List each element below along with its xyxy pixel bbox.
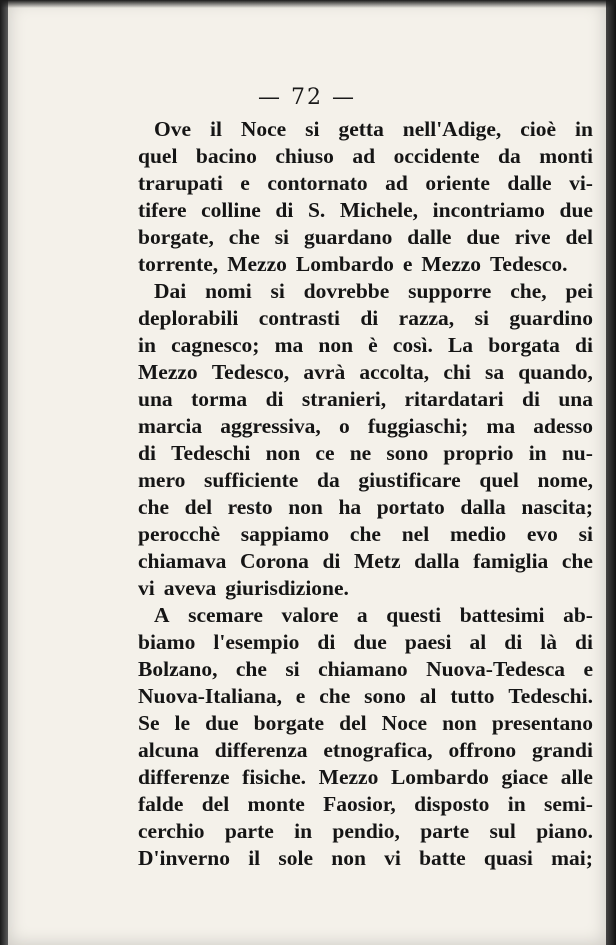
word: getta [338, 117, 384, 141]
word: al [469, 630, 487, 654]
word: batte [419, 846, 466, 870]
word: contrasti [258, 306, 340, 330]
text-line [138, 791, 593, 818]
word: cioè [520, 117, 557, 141]
word: questi [386, 603, 442, 627]
body-text [138, 116, 593, 872]
word: tutto [450, 684, 495, 708]
word: borgate [253, 711, 325, 735]
word: torma [191, 387, 248, 411]
word: adesso [533, 414, 593, 438]
word: Dai [154, 279, 187, 303]
word: semi- [543, 792, 593, 816]
word: monti [539, 144, 593, 168]
word: fisiche. [242, 765, 307, 789]
word: Faosior, [323, 792, 396, 816]
word: disposto [414, 792, 490, 816]
word: non [442, 711, 477, 735]
word: evo [526, 522, 558, 546]
text-line [138, 575, 593, 602]
text-line [138, 305, 593, 332]
word: Mezzo [421, 252, 482, 276]
word: di [317, 630, 336, 654]
word: valore [281, 603, 339, 627]
word: si [274, 225, 290, 249]
scan-left-edge [0, 0, 8, 945]
word: stranieri, [301, 387, 387, 411]
word: mero [138, 468, 186, 492]
word: cerchio [138, 819, 205, 843]
word: si [578, 522, 593, 546]
word: battesimi [459, 603, 545, 627]
word: ad [352, 144, 376, 168]
word: quasi [483, 846, 533, 870]
text-line [138, 683, 593, 710]
word: falde [138, 792, 184, 816]
word: Corona [239, 549, 309, 573]
word: nascita; [521, 495, 593, 519]
word: si [474, 306, 489, 330]
word: bacino [195, 144, 257, 168]
word: dovrebbe [303, 279, 390, 303]
word: grandi [532, 738, 593, 762]
word: dalle [507, 171, 552, 195]
text-line [138, 251, 593, 278]
word: parte [224, 819, 274, 843]
word: due [205, 711, 239, 735]
word: Noce [381, 711, 428, 735]
word: in [575, 117, 593, 141]
word: non [265, 441, 301, 465]
word: guardino [509, 306, 593, 330]
word: differenze [138, 765, 230, 789]
word: paesi [404, 630, 452, 654]
word: differenza [214, 738, 308, 762]
text-line [138, 818, 593, 845]
word: ma [486, 414, 516, 438]
word: si [270, 279, 285, 303]
word: nel [401, 522, 430, 546]
word: Michele, [339, 198, 419, 222]
word: razza, [398, 306, 455, 330]
word: offrono [448, 738, 517, 762]
word: avrà [303, 360, 346, 384]
word: che [561, 549, 593, 573]
word: ritardatari [404, 387, 504, 411]
word: che, [510, 279, 547, 303]
word: D'inverno [138, 846, 230, 870]
text-line [138, 494, 593, 521]
word: di [275, 198, 294, 222]
text-line [138, 440, 593, 467]
word: nome, [537, 468, 593, 492]
text-line [138, 332, 593, 359]
word: da [498, 144, 521, 168]
word: aveva [163, 576, 217, 600]
word: e [402, 252, 413, 276]
word: proprio [443, 441, 514, 465]
word: etnografica, [323, 738, 433, 762]
word: che [319, 684, 351, 708]
text-line [138, 224, 593, 251]
word: del [339, 711, 367, 735]
word: parte [420, 819, 470, 843]
word: fuggiaschi; [367, 414, 469, 438]
word: colline [201, 198, 261, 222]
word: in [294, 819, 313, 843]
word: del [201, 792, 230, 816]
word: Lombardo [295, 252, 394, 276]
word: quel [138, 144, 178, 168]
word: giace [501, 765, 549, 789]
word: sono [386, 441, 429, 465]
word: oriente [425, 171, 490, 195]
text-line [138, 197, 593, 224]
word: il [248, 846, 261, 870]
word: Nuova-Tedesca [426, 657, 566, 681]
word: alcuna [138, 738, 199, 762]
word: ma [274, 333, 304, 357]
word: giurisdizione. [225, 576, 349, 600]
text-line [138, 737, 593, 764]
word: a [356, 603, 368, 627]
word: torrente, [138, 252, 219, 276]
word: Lombardo [390, 765, 489, 789]
word: nu- [561, 441, 593, 465]
word: di [322, 549, 341, 573]
word: sappiamo [240, 522, 330, 546]
word: del [565, 225, 593, 249]
word: due [466, 225, 500, 249]
scan-right-edge [606, 0, 616, 945]
word: mai; [551, 846, 593, 870]
word: dalle [407, 225, 452, 249]
word: le [174, 711, 191, 735]
word: che [349, 522, 381, 546]
word: Ove [154, 117, 192, 141]
word: Bolzano, [138, 657, 218, 681]
word: S. [307, 198, 326, 222]
word: di [360, 306, 379, 330]
word: sono [364, 684, 406, 708]
word: chi [443, 360, 471, 384]
word: Se [138, 711, 160, 735]
text-line [138, 467, 593, 494]
word: A [154, 603, 170, 627]
word: Tedeschi [171, 441, 251, 465]
word: una [138, 387, 173, 411]
word: chiuso [275, 144, 334, 168]
word: in [528, 441, 547, 465]
text-line [138, 764, 593, 791]
word: incontriamo [432, 198, 545, 222]
word: dalla [460, 495, 506, 519]
word: là [540, 630, 557, 654]
word: presentano [491, 711, 593, 735]
word: vi [138, 576, 155, 600]
word: e [295, 684, 306, 708]
word: così. [392, 333, 433, 357]
text-line [138, 386, 593, 413]
word: cagnesco; [171, 333, 260, 357]
text-line [138, 521, 593, 548]
word: monte [247, 792, 305, 816]
word: guardano [303, 225, 393, 249]
word: si [285, 657, 300, 681]
word: una [558, 387, 593, 411]
word: due [559, 198, 593, 222]
word: che [138, 495, 170, 519]
word: di [574, 333, 593, 357]
word: da [317, 468, 340, 492]
text-line [138, 359, 593, 386]
text-line [138, 116, 593, 143]
word: vi- [569, 171, 593, 195]
word: due [353, 630, 387, 654]
word: alle [560, 765, 593, 789]
word: occidente [393, 144, 480, 168]
text-line [138, 413, 593, 440]
word: nell'Adige, [402, 117, 502, 141]
text-line [138, 845, 593, 872]
word: aggressiva, [220, 414, 321, 438]
word: in [507, 792, 526, 816]
text-line [138, 629, 593, 656]
word: quando, [518, 360, 593, 384]
word: del [184, 495, 213, 519]
word: di [138, 441, 156, 465]
word: Tedesco. [490, 252, 568, 276]
word: Tedeschi. [508, 684, 593, 708]
word: di [265, 387, 284, 411]
word: di [575, 630, 593, 654]
word: ha [338, 495, 362, 519]
word: di [504, 630, 523, 654]
word: tifere [138, 198, 187, 222]
scan-top-edge [0, 0, 616, 8]
word: in [138, 333, 156, 357]
word: sa [484, 360, 505, 384]
word: pendio, [332, 819, 400, 843]
word: supporre [408, 279, 492, 303]
word: vi [384, 846, 401, 870]
word: e [583, 657, 593, 681]
word: perocchè [138, 522, 220, 546]
word: non [318, 333, 354, 357]
book-page [8, 0, 606, 945]
word: il [209, 117, 222, 141]
text-line [138, 278, 593, 305]
word: Tedesco, [211, 360, 290, 384]
word: nomi [205, 279, 252, 303]
text-line [138, 710, 593, 737]
word: si [305, 117, 320, 141]
word: sufficiente [204, 468, 299, 492]
text-line [138, 548, 593, 575]
word: ne [349, 441, 372, 465]
word: ad [385, 171, 408, 195]
word: è [368, 333, 378, 357]
word: medio [449, 522, 507, 546]
word: Mezzo [138, 360, 198, 384]
word: scemare [188, 603, 263, 627]
word: al [419, 684, 437, 708]
word: o [338, 414, 350, 438]
word: l'esempio [213, 630, 300, 654]
word: Noce [240, 117, 287, 141]
word: che [228, 225, 260, 249]
word: Mezzo [227, 252, 287, 276]
text-line [138, 656, 593, 683]
word: La [447, 333, 474, 357]
word: non [331, 846, 366, 870]
word: giustificare [358, 468, 461, 492]
word: chiamava [138, 549, 227, 573]
word: piano. [536, 819, 593, 843]
word: e [240, 171, 250, 195]
word: portato [376, 495, 445, 519]
word: ce [315, 441, 335, 465]
word: accolta, [359, 360, 430, 384]
word: sole [278, 846, 314, 870]
text-line [138, 602, 593, 629]
text-line [138, 170, 593, 197]
word: contornato [267, 171, 368, 195]
word: deplorabili [138, 306, 239, 330]
word: Mezzo [318, 765, 379, 789]
word: borgate, [138, 225, 214, 249]
word: famiglia [473, 549, 549, 573]
word: Nuova-Italiana, [138, 684, 282, 708]
word: borgata [488, 333, 560, 357]
word: sul [489, 819, 516, 843]
word: dalla [414, 549, 460, 573]
word: pei [565, 279, 593, 303]
word: marcia [138, 414, 203, 438]
page-number: — 72 — [258, 85, 356, 110]
word: Metz [353, 549, 401, 573]
word: di [521, 387, 540, 411]
word: non [288, 495, 323, 519]
text-line [138, 143, 593, 170]
word: biamo [138, 630, 196, 654]
word: che [235, 657, 267, 681]
word: rive [514, 225, 551, 249]
word: trarupati [138, 171, 223, 195]
word: ab- [563, 603, 593, 627]
word: quel [479, 468, 519, 492]
word: chiamano [318, 657, 408, 681]
word: resto [227, 495, 273, 519]
